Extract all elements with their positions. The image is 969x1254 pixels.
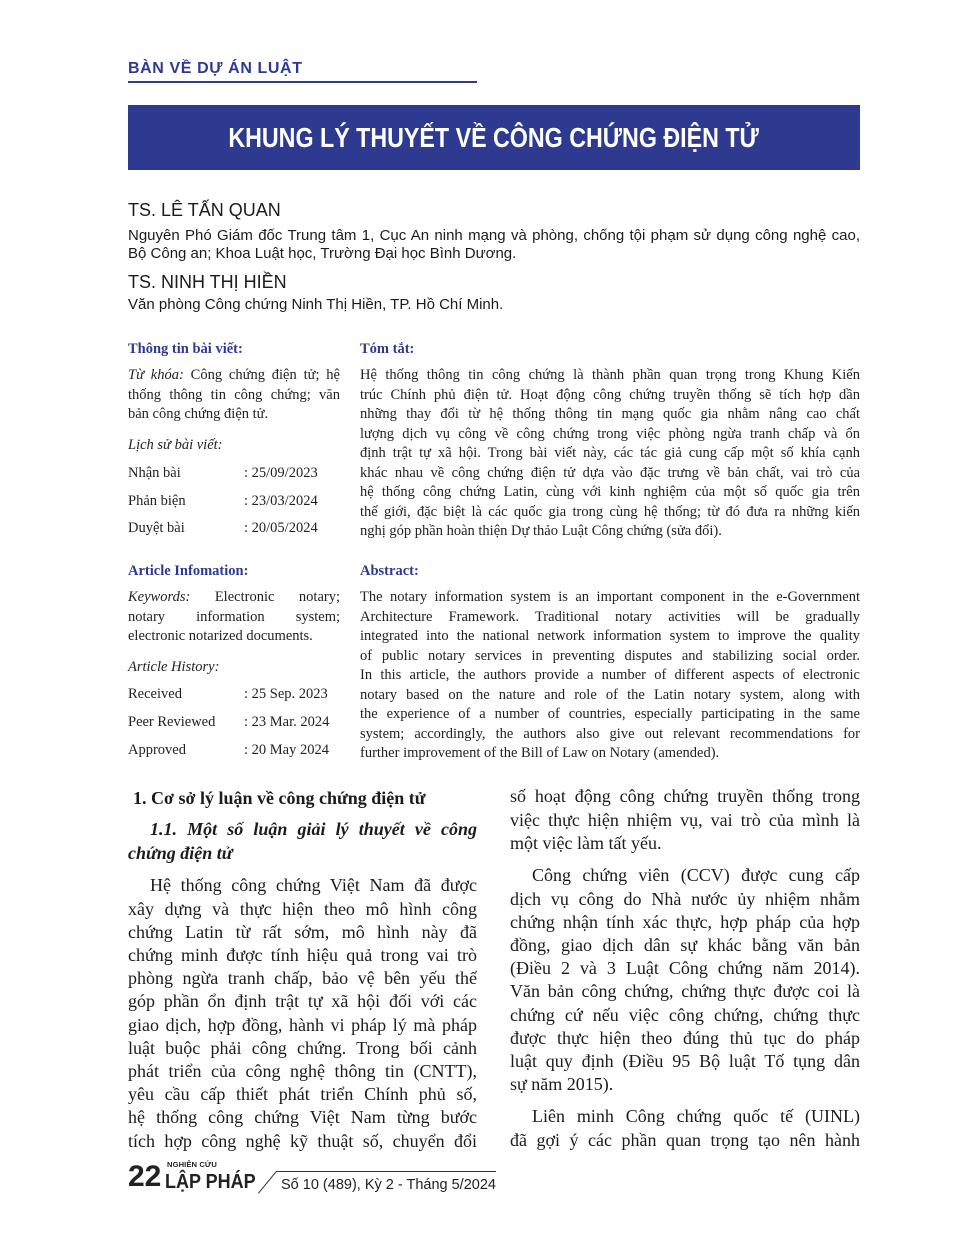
history-value: : 20/05/2024: [244, 520, 318, 536]
section-underline: [128, 81, 477, 83]
body-line: xây dựng và thực hiện theo mô hình công: [128, 898, 477, 919]
history-heading: Lịch sử bài viết:: [128, 437, 223, 453]
footer-rule: [276, 1171, 496, 1172]
body-line: dịch vụ công do Nhà nước ủy nhiệm nhằm: [510, 888, 860, 909]
history-label: Received: [128, 686, 182, 702]
keywords-label: Keywords:: [128, 589, 191, 605]
keywords-line: thống thông tin công chứng; văn: [128, 386, 340, 403]
abstract-body: [360, 588, 860, 764]
body-line: tích hợp công nghệ kỹ thuật số, chuyển đổi: [128, 1130, 477, 1151]
history-label: Peer Reviewed: [128, 714, 216, 730]
journal-logo-name: LẬP PHÁP: [165, 1171, 256, 1193]
abstract-line: khác nhau về công chứng điện tử dựa vào đặc trưng về bản chất, vai trò của: [360, 464, 860, 481]
keywords-text: Electronic notary;: [214, 589, 340, 605]
keywords-line: electronic notarized documents.: [128, 628, 313, 644]
article-title: KHUNG LÝ THUYẾT VỀ CÔNG CHỨNG ĐIỆN TỬ: [228, 122, 760, 153]
abstract-line: system; accordingly, the authors also give out relevant recommendations for: [360, 725, 860, 742]
body-line: Công chứng viên (CCV) được cung cấp: [532, 865, 860, 886]
history-value: : 25 Sep. 2023: [244, 686, 328, 702]
section-label: BÀN VỀ DỰ ÁN LUẬT: [128, 60, 303, 77]
page-number: 22: [128, 1160, 162, 1193]
history-row: [128, 491, 348, 511]
author-affiliation: [128, 296, 860, 314]
body-paragraph: [510, 785, 860, 855]
author-name: TS. NINH THỊ HIỀN: [128, 272, 287, 292]
body-paragraph: [510, 1105, 860, 1151]
body-line: Liên minh Công chứng quốc tế (UINL): [532, 1106, 860, 1127]
history-label: Phản biện: [128, 492, 186, 509]
keywords-label: Từ khóa:: [128, 367, 184, 383]
body-line: hệ thống công chứng Việt Nam từng bước: [128, 1107, 477, 1128]
keywords-line: notary information system;: [128, 608, 340, 625]
body-line: chứng nhận tính xác thực, hợp pháp của hợp: [510, 911, 860, 932]
history-value: : 20 May 2024: [244, 742, 329, 758]
keywords-line: bản công chứng điện tử.: [128, 406, 269, 422]
history-row: [128, 712, 348, 732]
abstract-line: Architecture Framework. Traditional notary activities will be gradually: [360, 608, 860, 625]
keywords-line: [128, 366, 340, 386]
keywords-line: [128, 588, 340, 608]
body-line: phát triển của công nghệ thông tin (CNTT),: [128, 1061, 477, 1082]
body-line: đã gợi ý các phần quan trọng tạo nên hành: [510, 1129, 860, 1150]
history-value: : 25/09/2023: [244, 465, 318, 481]
abstract-line: hệ thống công chứng Latin, cùng với kinh nghiệm của một số quốc gia trên: [360, 484, 860, 500]
history-row: [128, 684, 348, 704]
body-line: luật quy định (Điều 95 Bộ luật Tố tụng dân: [510, 1051, 860, 1072]
body-line: (Điều 2 và 3 Luật Công chứng năm 2014).: [510, 958, 860, 979]
abstract-line: những thay đổi từ hệ thống thông tin mạng quốc gia nhằm nâng cao chất: [360, 406, 860, 422]
body-paragraph: [128, 874, 477, 1152]
body-line: Hệ thống công chứng Việt Nam đã được: [150, 875, 477, 896]
body-line: yêu cầu cấp thiết phát triển Chính phủ số,: [128, 1084, 477, 1105]
subsection-heading: [128, 818, 477, 864]
body-line: việc thực hiện nhiệm vụ, vai trò của mình là: [510, 809, 860, 830]
abstract-line: the experience of a number of countries, especially participating in the same: [360, 706, 860, 722]
body-line: góp phần ổn định trật tự xã hội đối với các: [128, 991, 477, 1012]
abstract-line: integrated into the national network information system to improve the quality: [360, 628, 860, 644]
body-line: luật buộc phải công chứng. Trong bối cảnh: [128, 1037, 477, 1058]
abstract-line: of public notary services in preventing disputes and stabilizing social order.: [360, 647, 860, 664]
history-value: : 23/03/2024: [244, 492, 318, 509]
body-line: phòng ngừa tranh chấp, bảo vệ bên yếu thế: [128, 968, 477, 989]
abstract-heading: Abstract:: [360, 563, 419, 579]
abstract-line: The notary information system is an important component in the e-Government: [360, 589, 860, 605]
abstract-line: nghị góp phần hoàn thiện Dự thảo Luật Công chứng (sửa đổi).: [360, 523, 722, 539]
abstract-line: notary based on the nature and role of the Latin notary system, along with: [360, 686, 860, 703]
abstract-line: Hệ thống thông tin công chứng là thành phần quan trọng trong Khung Kiến: [360, 367, 860, 383]
footer-slash: [258, 1171, 277, 1194]
body-line: chứng Latin từ rất sớm, mô hình này đã: [128, 921, 477, 942]
abstract-heading: Tóm tắt:: [360, 341, 415, 357]
abstract-line: trúc Chính phủ điện tử. Hoạt động công chứng truyền thống sẽ tích hợp dần: [360, 386, 860, 403]
affiliation-line: Văn phòng Công chứng Ninh Thị Hiền, TP. Hồ Chí Minh.: [128, 296, 504, 313]
body-line: số hoạt động công chứng truyền thống trong: [510, 786, 860, 807]
abstract-line: lượng dịch vụ công về công chứng trong việc phòng ngừa tranh chấp và ổn: [360, 425, 860, 442]
abstract-line: thế giới, đặc biệt là các quốc gia trong cùng hệ thống; từ đó đưa ra những kiến: [360, 503, 860, 520]
body-line: chứng minh được tính hiệu quả trong vai trò: [128, 945, 477, 965]
body-paragraph: [510, 864, 860, 1096]
history-label: Approved: [128, 742, 186, 758]
body-line: sự năm 2015).: [510, 1074, 614, 1095]
article-info-heading: Article Infomation:: [128, 563, 249, 579]
history-label: Nhận bài: [128, 465, 181, 481]
keywords-block: [128, 588, 340, 647]
title-banner: [128, 105, 860, 170]
body-line: Văn bản công chứng, chứng thực được coi là: [510, 981, 860, 1002]
body-line: chứng cứ nếu việc công chứng, chứng thực: [510, 1004, 860, 1025]
issue-info: Số 10 (489), Kỳ 2 - Tháng 5/2024: [281, 1177, 496, 1193]
history-value: : 23 Mar. 2024: [244, 714, 330, 730]
history-row: [128, 463, 348, 483]
keywords-text: Công chứng điện tử; hệ: [190, 367, 340, 383]
body-line: được thực hiện theo đúng thủ tục do pháp: [510, 1027, 860, 1048]
author-name: TS. LÊ TẤN QUAN: [128, 200, 281, 220]
body-line: một việc làm tất yếu.: [510, 832, 662, 853]
abstract-line: further improvement of the Bill of Law on Notary (amended).: [360, 745, 720, 761]
subsection-heading-line: 1.1. Một số luận giải lý thuyết về công: [150, 819, 477, 840]
section-heading: 1. Cơ sở lý luận về công chứng điện tử: [133, 788, 426, 808]
history-row: [128, 740, 348, 760]
author-affiliation: [128, 227, 860, 263]
abstract-body: [360, 366, 860, 542]
keywords-block: [128, 366, 340, 425]
abstract-line: định trật tự xã hội. Trong bài viết này, các tác giả cung cấp một số khía cạnh: [360, 445, 860, 461]
body-line: giao dịch, hợp đồng, hành vi pháp lý mà pháp: [128, 1014, 477, 1035]
history-row: [128, 518, 348, 538]
history-heading: Article History:: [128, 659, 220, 675]
affiliation-line: Nguyên Phó Giám đốc Trung tâm 1, Cục An ninh mạng và phòng, chống tội phạm sử dụng công nghệ cao,: [128, 227, 860, 244]
article-info-heading: Thông tin bài viết:: [128, 341, 243, 357]
subsection-heading-line: chứng điện tử: [128, 842, 233, 863]
journal-logo-top: NGHIÊN CỨU: [167, 1160, 217, 1169]
abstract-line: In this article, the authors provide a number of different aspects of electronic: [360, 667, 860, 683]
history-label: Duyệt bài: [128, 520, 185, 536]
affiliation-line: Bộ Công an; Khoa Luật học, Trường Đại học Bình Dương.: [128, 245, 517, 262]
body-line: đồng, giao dịch dân sự khác bằng văn bản: [510, 935, 860, 955]
